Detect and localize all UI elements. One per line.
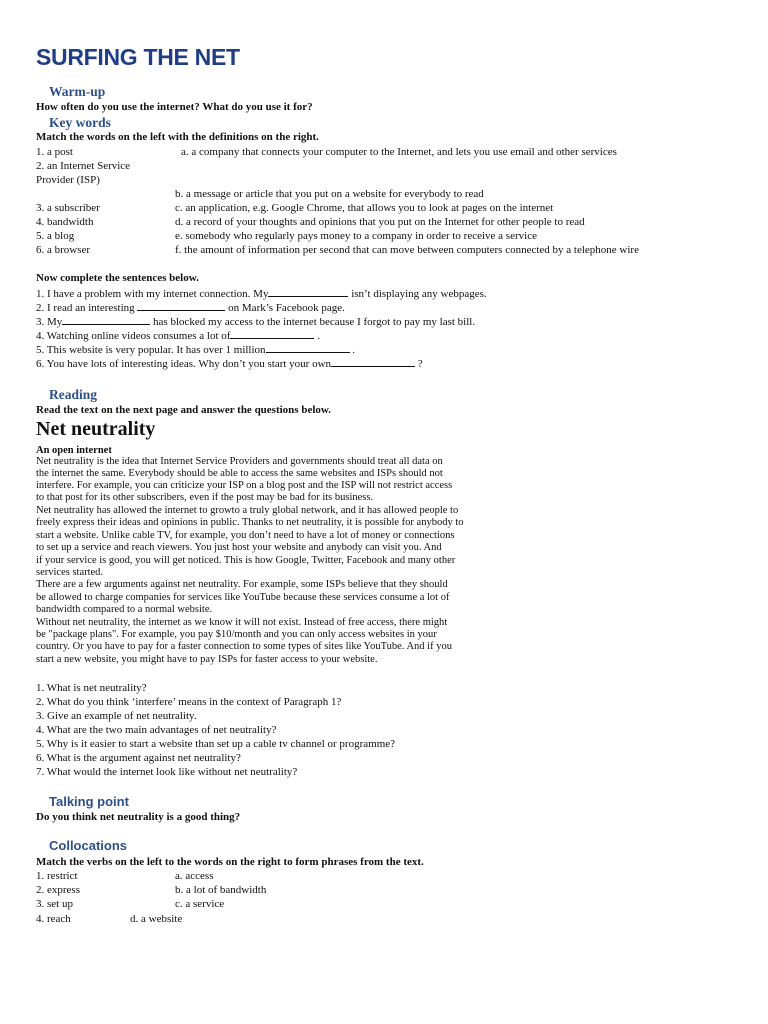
sentence-text: ? — [417, 358, 423, 370]
term-item: 2. an Internet Service — [36, 160, 131, 172]
talking-point-heading: Talking point — [49, 794, 129, 809]
verb-item: 3. set up — [36, 898, 73, 910]
question-item: 6. What is the argument against net neutrality? — [36, 752, 241, 764]
question-item: 1. What is net neutrality? — [36, 682, 147, 694]
term-item: Provider (ISP) — [36, 174, 100, 186]
collocations-heading: Collocations — [49, 838, 128, 853]
term-item: 1. a post — [36, 146, 73, 158]
reading-heading: Reading — [49, 387, 98, 402]
sentence-item — [36, 286, 487, 301]
sentence-text: . — [352, 344, 356, 356]
sentence-item — [36, 300, 345, 315]
page-title: SURFING THE NET — [36, 44, 240, 70]
sentence-text: 6. You have lots of interesting ideas. Why don’t you start your own — [36, 358, 332, 370]
noun-item: b. a lot of bandwidth — [175, 884, 267, 896]
noun-item: a. access — [175, 870, 214, 882]
definition-item: d. a record of your thoughts and opinions that you put on the Internet for other people to read — [175, 216, 585, 228]
answer-blank[interactable] — [331, 356, 415, 367]
sentence-item — [36, 356, 423, 371]
noun-item: c. a service — [175, 898, 225, 910]
article-line: be "package plans". For example, you pay $10/month and you can only access websites in your — [36, 629, 437, 640]
term-item: 5. a blog — [36, 230, 75, 242]
definition-item: e. somebody who regularly pays money to a company in order to receive a service — [175, 230, 537, 242]
sentence-text: 1. I have a problem with my internet connection. My — [36, 288, 269, 300]
term-item: 6. a browser — [36, 244, 91, 256]
definition-item: a. a company that connects your computer to the Internet, and lets you use email and other services — [181, 146, 617, 158]
article-line: start a website. Unlike cable TV, for example, you don’t need to have a lot of money or connections — [36, 530, 455, 541]
keywords-heading: Key words — [49, 115, 111, 130]
question-item: 7. What would the internet look like without net neutrality? — [36, 766, 298, 778]
sentence-text: 5. This website is very popular. It has over 1 million — [36, 344, 266, 356]
question-item: 5. Why is it easier to start a website than set up a cable tv channel or programme? — [36, 738, 396, 750]
sentence-text: 2. I read an interesting — [36, 302, 135, 314]
article-line: freely express their ideas and opinions in public. Thanks to net neutrality, it is possible for anybody to — [36, 517, 464, 528]
question-item: 2. What do you think ‘interfere’ means in the context of Paragraph 1? — [36, 696, 342, 708]
sentence-item — [36, 328, 320, 343]
answer-blank[interactable] — [268, 286, 348, 297]
sentence-text: has blocked my access to the internet because I forgot to pay my last bill. — [153, 316, 476, 328]
sentence-item — [36, 342, 355, 357]
article-line: There are a few arguments against net neutrality. For example, some ISPs believe that they should — [36, 579, 448, 590]
question-item: 4. What are the two main advantages of net neutrality? — [36, 724, 277, 736]
article-line: the internet the same. Everybody should be able to access the same websites and ISPs should not — [36, 468, 443, 479]
warmup-heading: Warm-up — [49, 84, 106, 99]
article-line: to that post for its other subscribers, even if the post may be bad for its business. — [36, 492, 374, 503]
definition-item: c. an application, e.g. Google Chrome, that allows you to look at pages on the internet — [175, 202, 554, 214]
article-subtitle: An open internet — [36, 445, 112, 456]
article-line: bandwidth compared to a normal website. — [36, 604, 213, 615]
term-item: 4. bandwidth — [36, 216, 94, 228]
question-item: 3. Give an example of net neutrality. — [36, 710, 197, 722]
verb-item: 2. express — [36, 884, 80, 896]
article-line: Net neutrality is the idea that Internet Service Providers and governments should treat all data on — [36, 456, 443, 467]
noun-item: d. a website — [130, 913, 183, 925]
sentences-instruction: Now complete the sentences below. — [36, 272, 199, 284]
definition-item: f. the amount of information per second that can move between computers connected by a telephone wire — [175, 244, 639, 256]
answer-blank[interactable] — [137, 300, 225, 311]
article-line: Without net neutrality, the internet as we know it will not exist. Instead of free access, there might — [36, 617, 448, 628]
answer-blank[interactable] — [230, 328, 314, 339]
article-line: if your service is good, you will get noticed. This is how Google, Twitter, Facebook and many other — [36, 555, 456, 566]
article-line: be allowed to charge companies for services like YouTube because these services consume a lot of — [36, 592, 450, 603]
keywords-instruction: Match the words on the left with the definitions on the right. — [36, 131, 319, 143]
definition-item: b. a message or article that you put on a website for everybody to read — [175, 188, 484, 200]
article-line: country. Or you have to pay for a faster connection to some types of sites like YouTube. And if you — [36, 641, 452, 652]
article-line: Net neutrality has allowed the internet to growto a truly global network, and it has allowed people to — [36, 505, 459, 516]
answer-blank[interactable] — [266, 342, 350, 353]
sentence-item — [36, 314, 475, 329]
answer-blank[interactable] — [62, 314, 150, 325]
article-line: start a new website, you might have to pay ISPs for faster access to your website. — [36, 654, 378, 665]
sentence-text: 4. Watching online videos consumes a lot of — [36, 330, 231, 342]
reading-instruction: Read the text on the next page and answer the questions below. — [36, 404, 331, 416]
collocations-instruction: Match the verbs on the left to the words on the right to form phrases from the text. — [36, 856, 424, 868]
article-line: interfere. For example, you can criticize your ISP on a blog post and the ISP will not restrict access — [36, 480, 453, 491]
sentence-text: isn’t displaying any webpages. — [351, 288, 487, 300]
term-item: 3. a subscriber — [36, 202, 100, 214]
article-line: services started. — [36, 567, 104, 578]
sentence-text: 3. My — [36, 316, 63, 328]
article-line: to set up a service and reach viewers. You just host your website and anybody can visit you. And — [36, 542, 442, 553]
verb-item: 4. reach — [36, 913, 71, 925]
sentence-text: on Mark’s Facebook page. — [228, 302, 345, 314]
sentence-text: . — [317, 330, 320, 342]
article-title: Net neutrality — [36, 418, 156, 440]
warmup-question: How often do you use the internet? What do you use it for? — [36, 101, 313, 113]
talking-point-question: Do you think net neutrality is a good thing? — [36, 811, 241, 823]
verb-item: 1. restrict — [36, 870, 78, 882]
